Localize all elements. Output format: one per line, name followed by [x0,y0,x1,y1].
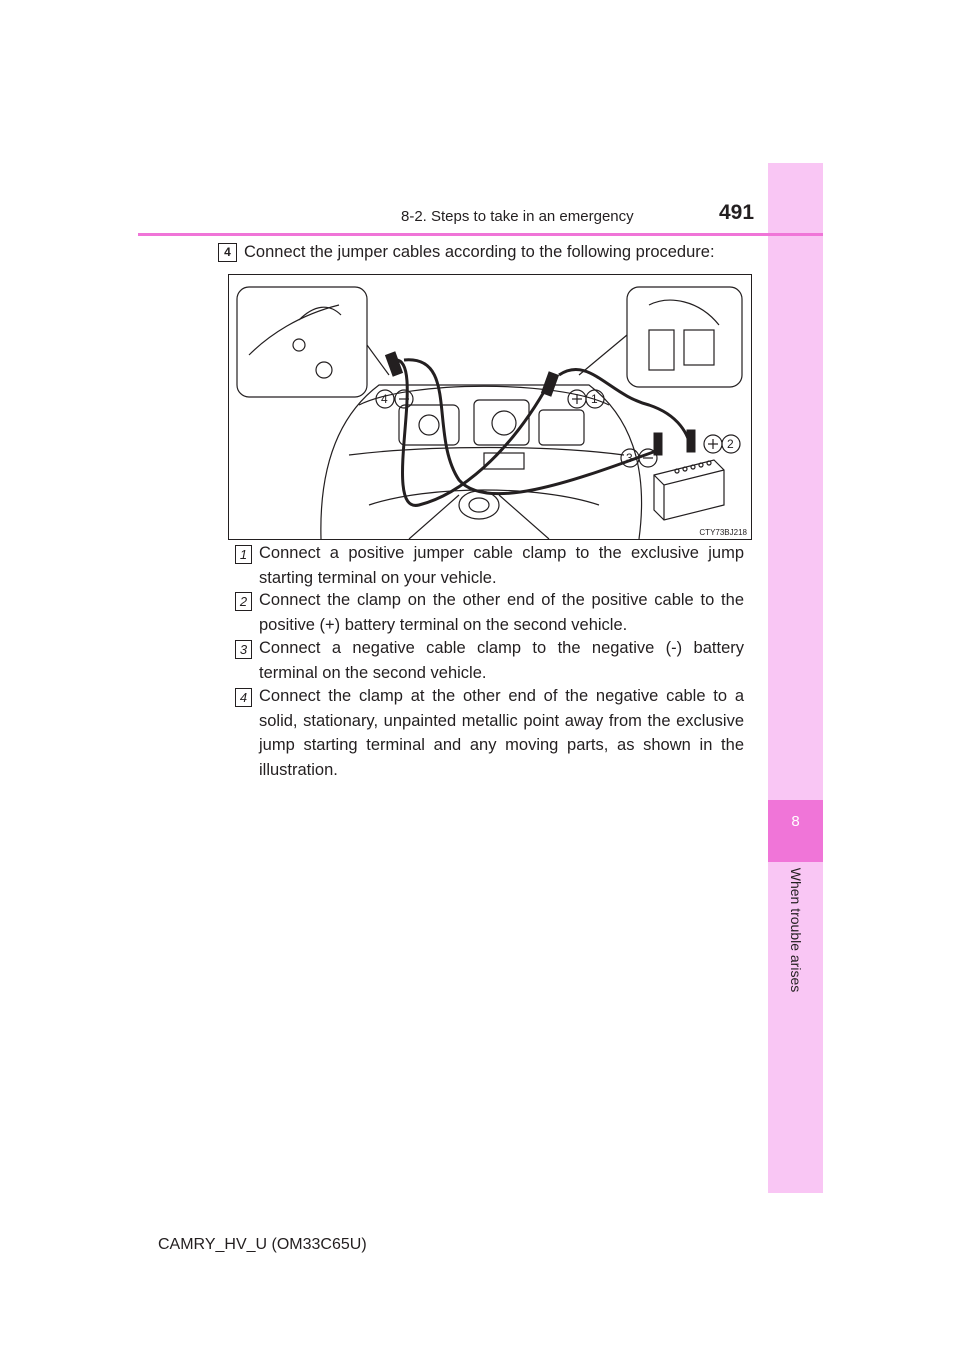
figure-code: CTY73BJ218 [699,528,747,537]
step-number-box [218,243,237,262]
jumper-cable-illustration [228,274,752,540]
substep-number: 3 [235,640,252,659]
chapter-number: 8 [791,813,800,830]
substep-number: 4 [235,688,252,707]
model-code-footer: CAMRY_HV_U (OM33C65U) [158,1236,367,1253]
section-title: 8-2. Steps to take in an emergency [401,208,634,225]
step-instruction: Connect the jumper cables according to the following procedure: [244,243,715,261]
callout-3-label: 3 [626,451,633,465]
callout-2-label: 2 [727,437,734,451]
chapter-number-tab [768,800,823,862]
header-rule [138,233,823,236]
callout-4-label: 4 [381,392,388,406]
step-number: 4 [218,243,237,262]
chapter-title: When trouble arises [788,867,804,993]
substep-number: 1 [235,545,252,564]
substep-text: Connect the clamp at the other end of the negative cable to a solid, stationary, unpainted metallic point away from the exclusive jump starting terminal and any moving parts, as shown in the illustration. [259,687,744,780]
substep-text: Connect a positive jumper cable clamp to the exclusive jump starting terminal on your vehicle. [259,544,744,587]
substep-text: Connect a negative cable clamp to the negative (-) battery terminal on the second vehicle. [259,639,744,682]
engine-bay-drawing [229,275,751,539]
substep-number: 2 [235,592,252,611]
page-number: 491 [719,201,755,224]
chapter-side-tab [768,163,823,1193]
substep-text: Connect the clamp on the other end of the positive cable to the positive (+) battery terminal on the second vehicle. [259,591,744,634]
callout-1-label: 1 [591,392,598,406]
